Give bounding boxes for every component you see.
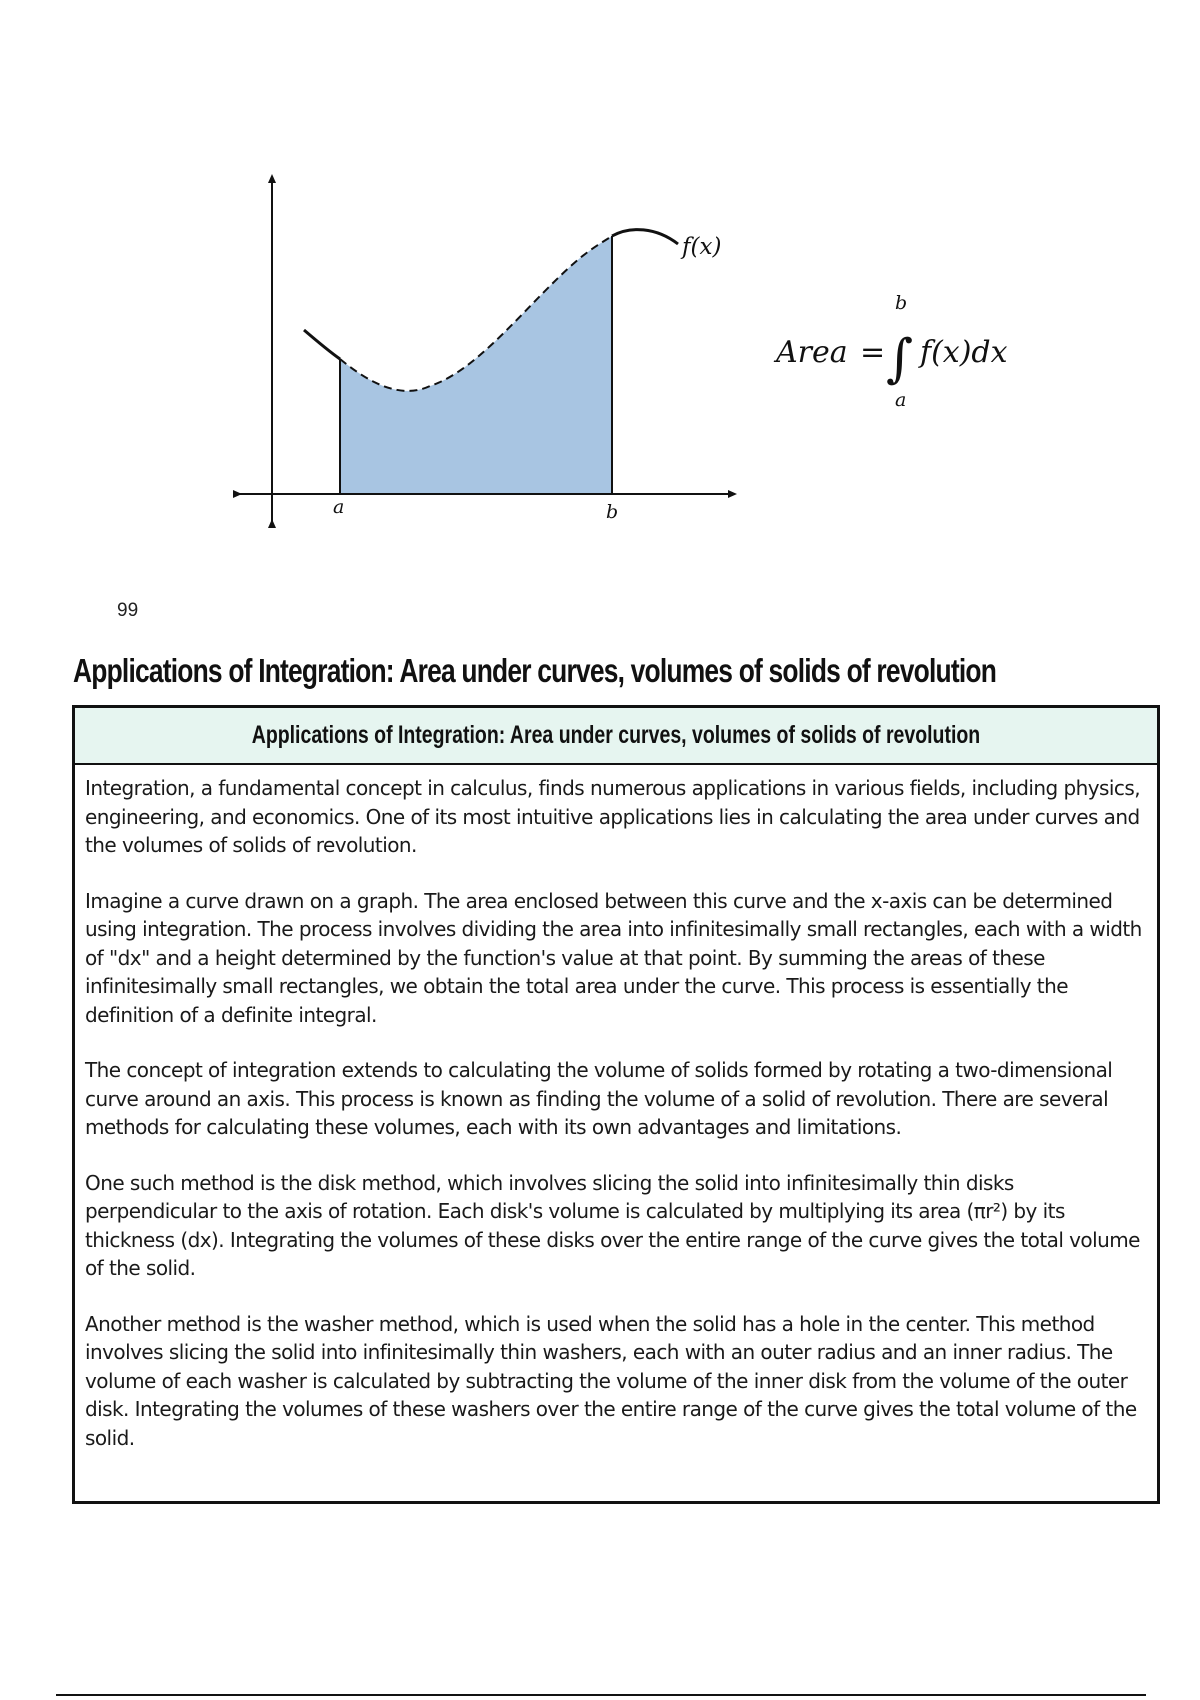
paragraph-intro: Integration, a fundamental concept in calculus, finds numerous applications in various fields, including physics, engineering, and economics. One of its most intuitive applications lies in calculating the area under curves and the volumes of solids of revolution. — [85, 776, 1141, 857]
shaded-area-region — [340, 236, 612, 494]
box-header — [75, 708, 1157, 765]
paragraph-disk-method: One such method is the disk method, which involves slicing the solid into infinitesimally thin disks perpendicular to the axis of rotation. Each disk's volume is calculated by multiplying its area (πr²) by its thickness (dx). Integrating the volumes of these disks over the entire range of the curve gives the total volume of the solid. — [85, 1170, 1140, 1280]
box-body — [75, 765, 1157, 1452]
page-number: 99 — [117, 600, 139, 621]
integral-lower-bound: a — [895, 389, 907, 411]
area-formula — [773, 292, 1008, 411]
formula-integrand: f(x)dx — [920, 335, 1008, 370]
integral-sign: ∫ — [886, 329, 914, 389]
box-header-title: Applications of Integration: Area under curves, volumes of solids of revolution — [251, 721, 981, 749]
area-under-curve-figure — [0, 0, 1200, 560]
footer-divider — [56, 1694, 1146, 1696]
paragraph-volume: The concept of integration extends to calculating the volume of solids formed by rotating a two-dimensional curve around an axis. This process is known as finding the volume of a solid of revolution. There are several methods for calculating these volumes, each with its own advantages and limitations. — [85, 1058, 1113, 1139]
upper-limit-label: b — [606, 501, 619, 523]
paragraph-area: Imagine a curve drawn on a graph. The area enclosed between this curve and the x-axis can be determined using integration. The process involves dividing the area into infinitesimally small rectangles, each with a width of "dx" and a height determined by the function's value at that point. By summing the areas of these infinitesimally small rectangles, we obtain the total area under the curve. This process is essentially the definition of a definite integral. — [85, 888, 1142, 1027]
curve-label: f(x) — [682, 234, 722, 260]
formula-equals: = — [860, 335, 886, 370]
formula-lhs: Area — [776, 335, 848, 370]
area-diagram — [0, 0, 1200, 560]
curve-left-tail — [304, 330, 340, 359]
paragraph-washer-method: Another method is the washer method, which is used when the solid has a hole in the center. This method involves slicing the solid into infinitesimally thin washers, each with an outer radius and an inner radius. The volume of each washer is calculated by subtracting the volume of the inner disk from the volume of the outer disk. Integrating the volumes of these washers over the entire range of the curve gives the total volume of the solid. — [85, 1311, 1137, 1450]
section-title: Applications of Integration: Area under curves, volumes of solids of revolution — [73, 652, 997, 689]
integral-upper-bound: b — [895, 292, 908, 314]
lower-limit-label: a — [333, 496, 345, 518]
curve-right-tail — [612, 230, 678, 244]
content-box — [72, 705, 1160, 1504]
